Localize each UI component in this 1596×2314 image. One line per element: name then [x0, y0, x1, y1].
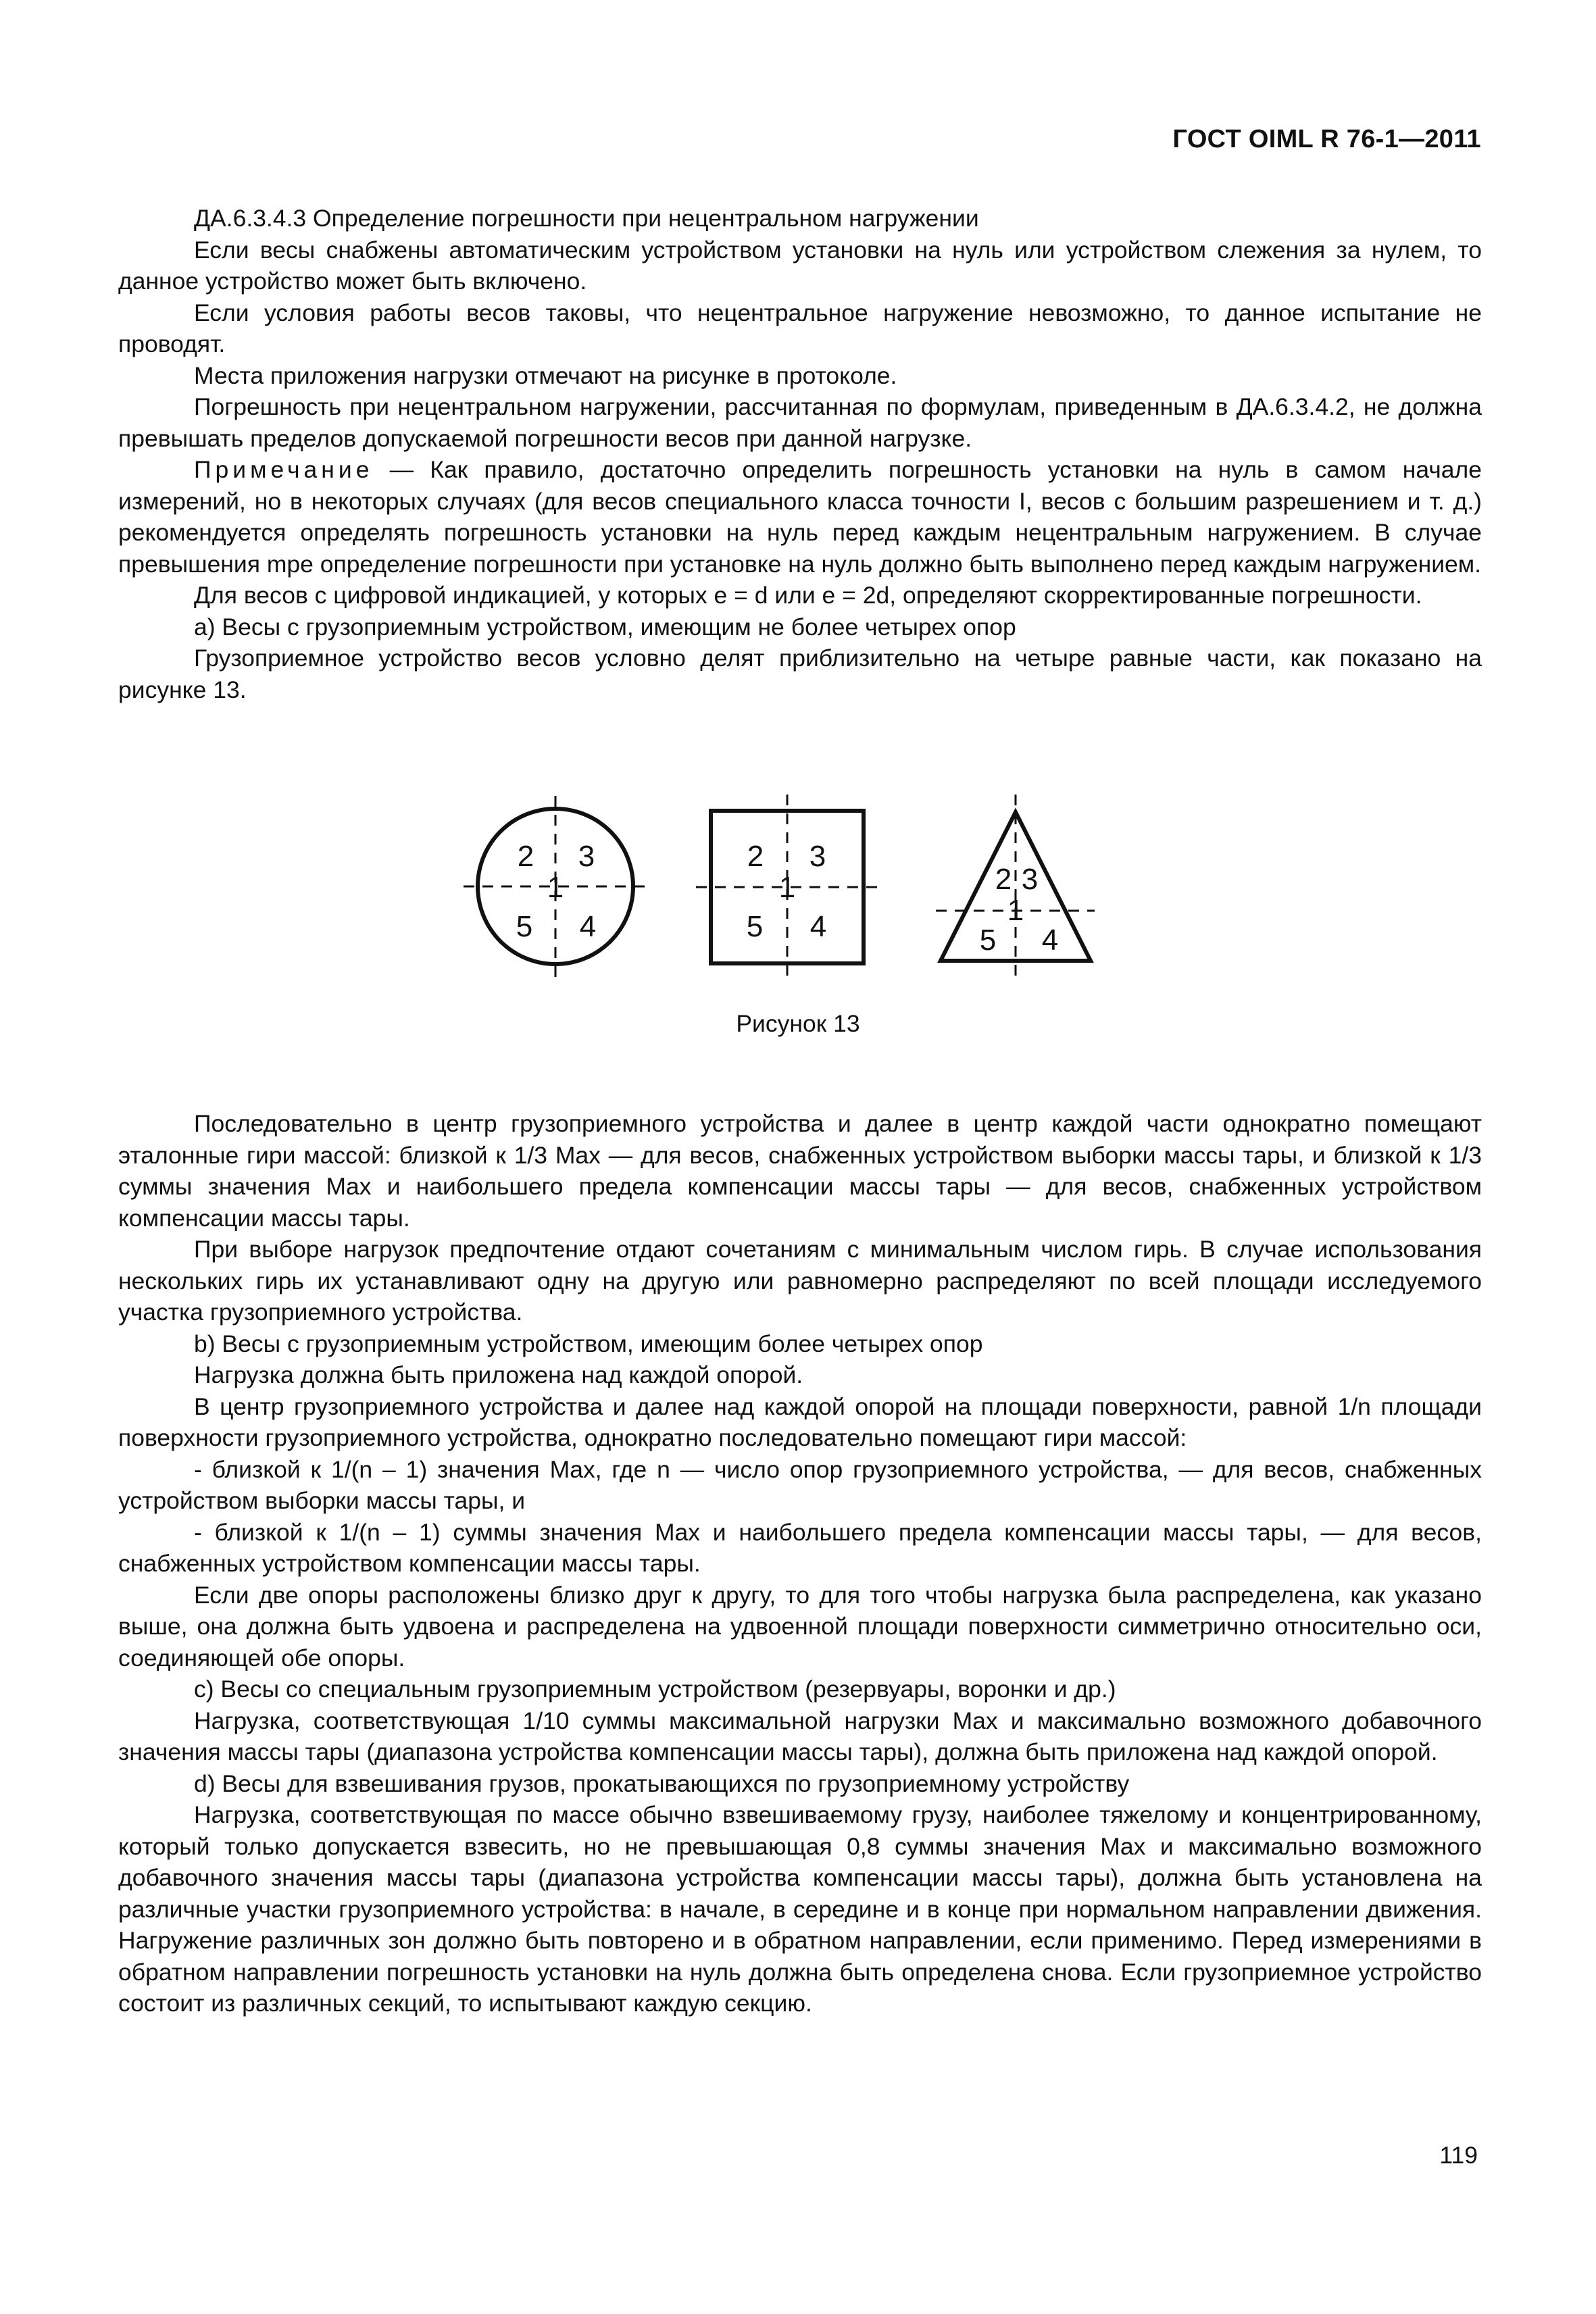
paragraph: Нагрузка, соответствующая 1/10 суммы максимальной нагрузки Max и максимально возможного добавочного значения массы тары (диапазона устройства компенсации массы тары), должна быть приложена над каждой опорой. [118, 1707, 1482, 1765]
paragraph: При выборе нагрузок предпочтение отдают сочетаниям с минимальным числом гирь. В случае использования нескольких гирь их устанавливают одну на другую или равномерно распределяют по всей площади исследуемого участка грузоприемного устройства. [118, 1236, 1482, 1326]
section-load-placement [118, 1108, 1482, 2019]
circle-label-2: 2 [517, 840, 534, 873]
paragraph: - близкой к 1/(n – 1) суммы значения Max и наибольшего предела компенсации массы тары, — для весов, снабженных устройством компенсации массы тары. [118, 1518, 1482, 1577]
triangle-label-2: 2 [995, 863, 1012, 896]
square-label-2: 2 [747, 840, 764, 873]
triangle-label-1: 1 [1007, 894, 1024, 927]
paragraph: Погрешность при нецентральном нагружении, рассчитанная по формулам, приведенным в ДА.6.3.4.2, не должна превышать пределов допускаемой погрешности весов при данной нагрузке. [118, 393, 1482, 452]
list-item-c: с) Весы со специальным грузоприемным устройством (резервуары, воронки и др.) [194, 1676, 1116, 1703]
triangle-label-4: 4 [1041, 924, 1059, 957]
figure-13 [0, 784, 1596, 986]
circle-label-4: 4 [579, 910, 597, 943]
paragraph: Если условия работы весов таковы, что нецентральное нагружение невозможно, то данное испытание не проводят. [118, 299, 1482, 357]
list-item-d: d) Весы для взвешивания грузов, прокатывающихся по грузоприемному устройству [194, 1769, 1130, 1797]
list-item-a: а) Весы с грузоприемным устройством, имеющим не более четырех опор [194, 613, 1016, 640]
paragraph: Если две опоры расположены близко друг к другу, то для того чтобы нагрузка была распределена, как указано выше, она должна быть удвоена и распределена на удвоенной площади поверхности симметрично относительно оси, соединяющей обе опоры. [118, 1581, 1482, 1671]
paragraph: - близкой к 1/(n – 1) значения Max, где n — число опор грузоприемного устройства, — для весов, снабженных устройством выборки массы тары, и [118, 1455, 1482, 1514]
paragraph: Нагрузка, соответствующая по массе обычно взвешиваемому грузу, наиболее тяжелому и концентрированному, который только допускается взвесить, но не превышающая 0,8 суммы значения Max и максимально возможного добавочного значения массы тары (диапазона устройства компенсации массы тары), должна быть установлена на различные участки грузоприемного устройства: в начале, в середине и в конце при нормальном направлении движения. Нагружение различных зон должно быть повторено и в обратном направлении, если применимо. Перед измерениями в обратном направлении погрешность установки на нуль должна быть определена снова. Если грузоприемное устройство состоит из различных секций, то испытывают каждую секцию. [118, 1801, 1482, 2017]
section-off-center-intro [118, 203, 1482, 705]
paragraph: Места приложения нагрузки отмечают на рисунке в протоколе. [194, 361, 897, 389]
note-paragraph [118, 454, 1482, 580]
figure-caption: Рисунок 13 [736, 1010, 860, 1037]
paragraph: Для весов с цифровой индикацией, у которых e = d или e = 2d, определяют скорректированные погрешности. [194, 582, 1422, 609]
paragraph: Грузоприемное устройство весов условно делят приблизительно на четыре равные части, как показано на рисунке 13. [118, 645, 1482, 703]
circle-label-5: 5 [516, 910, 533, 943]
section-heading: ДА.6.3.4.3 Определение погрешности при нецентральном нагружении [194, 205, 979, 232]
document-header: ГОСТ OIML R 76-1—2011 [1172, 125, 1481, 153]
triangle-label-3: 3 [1021, 863, 1039, 896]
square-label-3: 3 [809, 840, 826, 873]
triangle-platform-shape [936, 795, 1095, 984]
page-number: 119 [1439, 2142, 1478, 2169]
list-item-b: b) Весы с грузоприемным устройством, имеющим более четырех опор [194, 1330, 983, 1357]
note-label: Примечание [194, 456, 374, 483]
paragraph: Нагрузка должна быть приложена над каждой опорой. [194, 1361, 803, 1388]
paragraph: Последовательно в центр грузоприемного устройства и далее в центр каждой части однократно помещают эталонные гири массой: близкой к 1/3 Max — для весов, снабженных устройством выборки массы тары, и близкой к 1/3 суммы значения Max и наибольшего предела компенсации массы тары — для весов, снабженных устройством компенсации массы тары. [118, 1110, 1482, 1232]
paragraph: В центр грузоприемного устройства и далее над каждой опорой на площади поверхности, равной 1/n площади поверхности грузоприемного устройства, однократно последовательно помещают гири массой: [118, 1392, 1482, 1451]
triangle-label-5: 5 [979, 924, 997, 957]
note-text: — Как правило, достаточно определить погрешность установки на нуль в самом начале измерений, но в некоторых случаях (для весов специального класса точности I, весов с большим разрешением и т. д.) рекомендуется определять погрешность установки на нуль перед каждым нецентральным нагружением. В случае превышения mpe определение погрешности при установке на нуль должно быть выполнено перед каждым нагружением. [118, 456, 1482, 578]
circle-label-3: 3 [578, 840, 595, 873]
square-label-1: 1 [778, 871, 796, 904]
square-label-4: 4 [809, 910, 827, 943]
circle-label-1: 1 [547, 871, 564, 904]
square-label-5: 5 [746, 910, 764, 943]
paragraph: Если весы снабжены автоматическим устройством установки на нуль или устройством слежения за нулем, то данное устройство может быть включено. [118, 236, 1482, 295]
